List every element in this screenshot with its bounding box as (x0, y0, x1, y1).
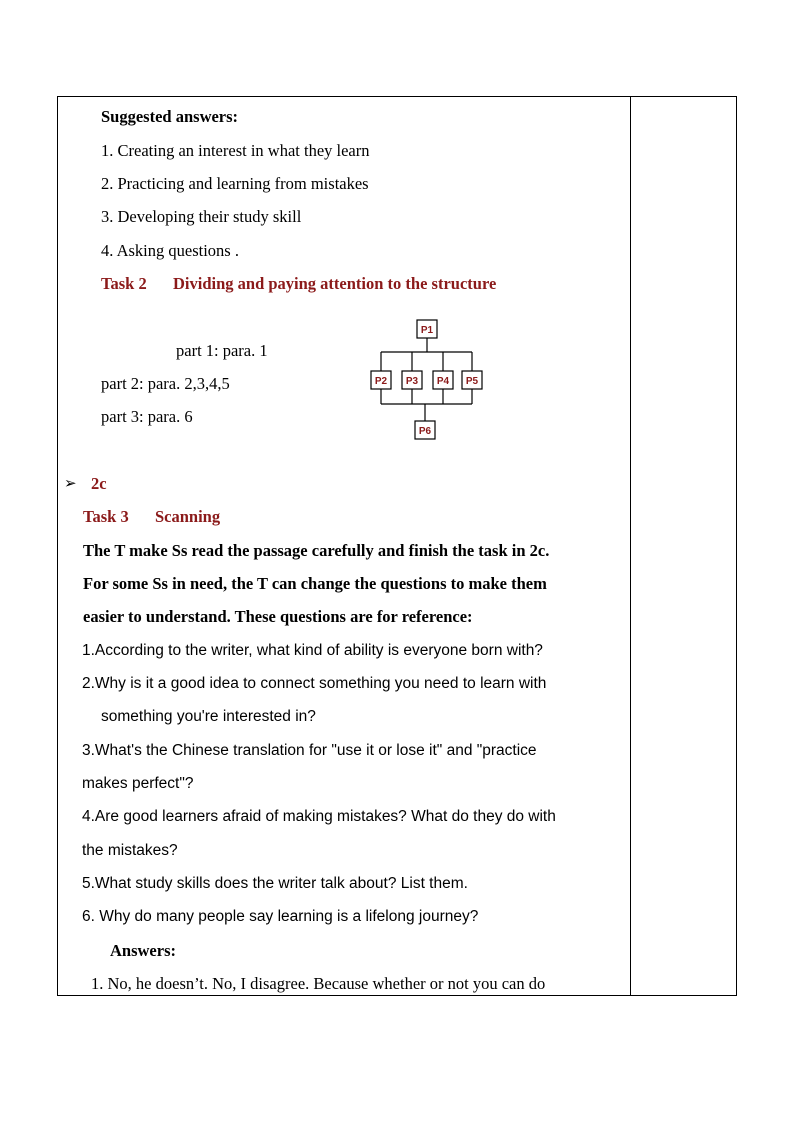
node-p1-label: P1 (420, 325, 434, 336)
column-divider (630, 96, 631, 996)
node-p3 (402, 371, 422, 389)
part-1: part 1: para. 1 (176, 341, 268, 360)
question-3-cont: makes perfect"? (82, 775, 194, 792)
question-4: 4.Are good learners afraid of making mistakes? What do they do with (82, 808, 556, 825)
answer-1: 1. No, he doesn’t. No, I disagree. Because whether or not you can do (91, 974, 546, 993)
section-2c-label: 2c (91, 474, 107, 493)
suggested-answers-heading: Suggested answers: (101, 107, 239, 126)
task2-label: Task 2 (101, 274, 147, 293)
part-2: part 2: para. 2,3,4,5 (101, 374, 230, 393)
question-3: 3.What's the Chinese translation for "use it or lose it" and "practice (82, 742, 537, 759)
node-p6 (415, 421, 435, 439)
suggested-answer-2: 2. Practicing and learning from mistakes (101, 174, 369, 193)
part-3: part 3: para. 6 (101, 407, 193, 426)
question-6: 6. Why do many people say learning is a lifelong journey? (82, 908, 479, 925)
structure-diagram (365, 315, 490, 443)
task2-title: Dividing and paying attention to the structure (173, 274, 497, 293)
node-p4 (433, 371, 453, 389)
suggested-answer-1: 1. Creating an interest in what they learn (101, 141, 370, 160)
node-p1 (417, 320, 437, 338)
suggested-answer-4: 4. Asking questions . (101, 241, 239, 260)
task3-label: Task 3 (83, 507, 129, 526)
question-5: 5.What study skills does the writer talk about? List them. (82, 875, 468, 892)
node-p5 (462, 371, 482, 389)
answers-heading: Answers: (110, 941, 176, 960)
question-1: 1.According to the writer, what kind of ability is everyone born with? (82, 642, 543, 659)
instruction-line-1: The T make Ss read the passage carefully and finish the task in 2c. (83, 541, 550, 560)
task3-title: Scanning (155, 507, 221, 526)
node-p6-label: P6 (418, 426, 432, 437)
suggested-answer-3: 3. Developing their study skill (101, 207, 302, 226)
node-p4-label: P4 (436, 376, 450, 387)
node-p2 (371, 371, 391, 389)
question-2-cont: something you're interested in? (101, 708, 316, 725)
instruction-line-2: For some Ss in need, the T can change the questions to make them (83, 574, 547, 593)
node-p2-label: P2 (374, 376, 388, 387)
instruction-line-3: easier to understand. These questions are for reference: (83, 607, 473, 626)
question-2: 2.Why is it a good idea to connect something you need to learn with (82, 675, 547, 692)
bullet-arrow-icon: ➢ (64, 476, 77, 492)
node-p5-label: P5 (465, 376, 479, 387)
question-4-cont: the mistakes? (82, 842, 178, 859)
node-p3-label: P3 (405, 376, 419, 387)
